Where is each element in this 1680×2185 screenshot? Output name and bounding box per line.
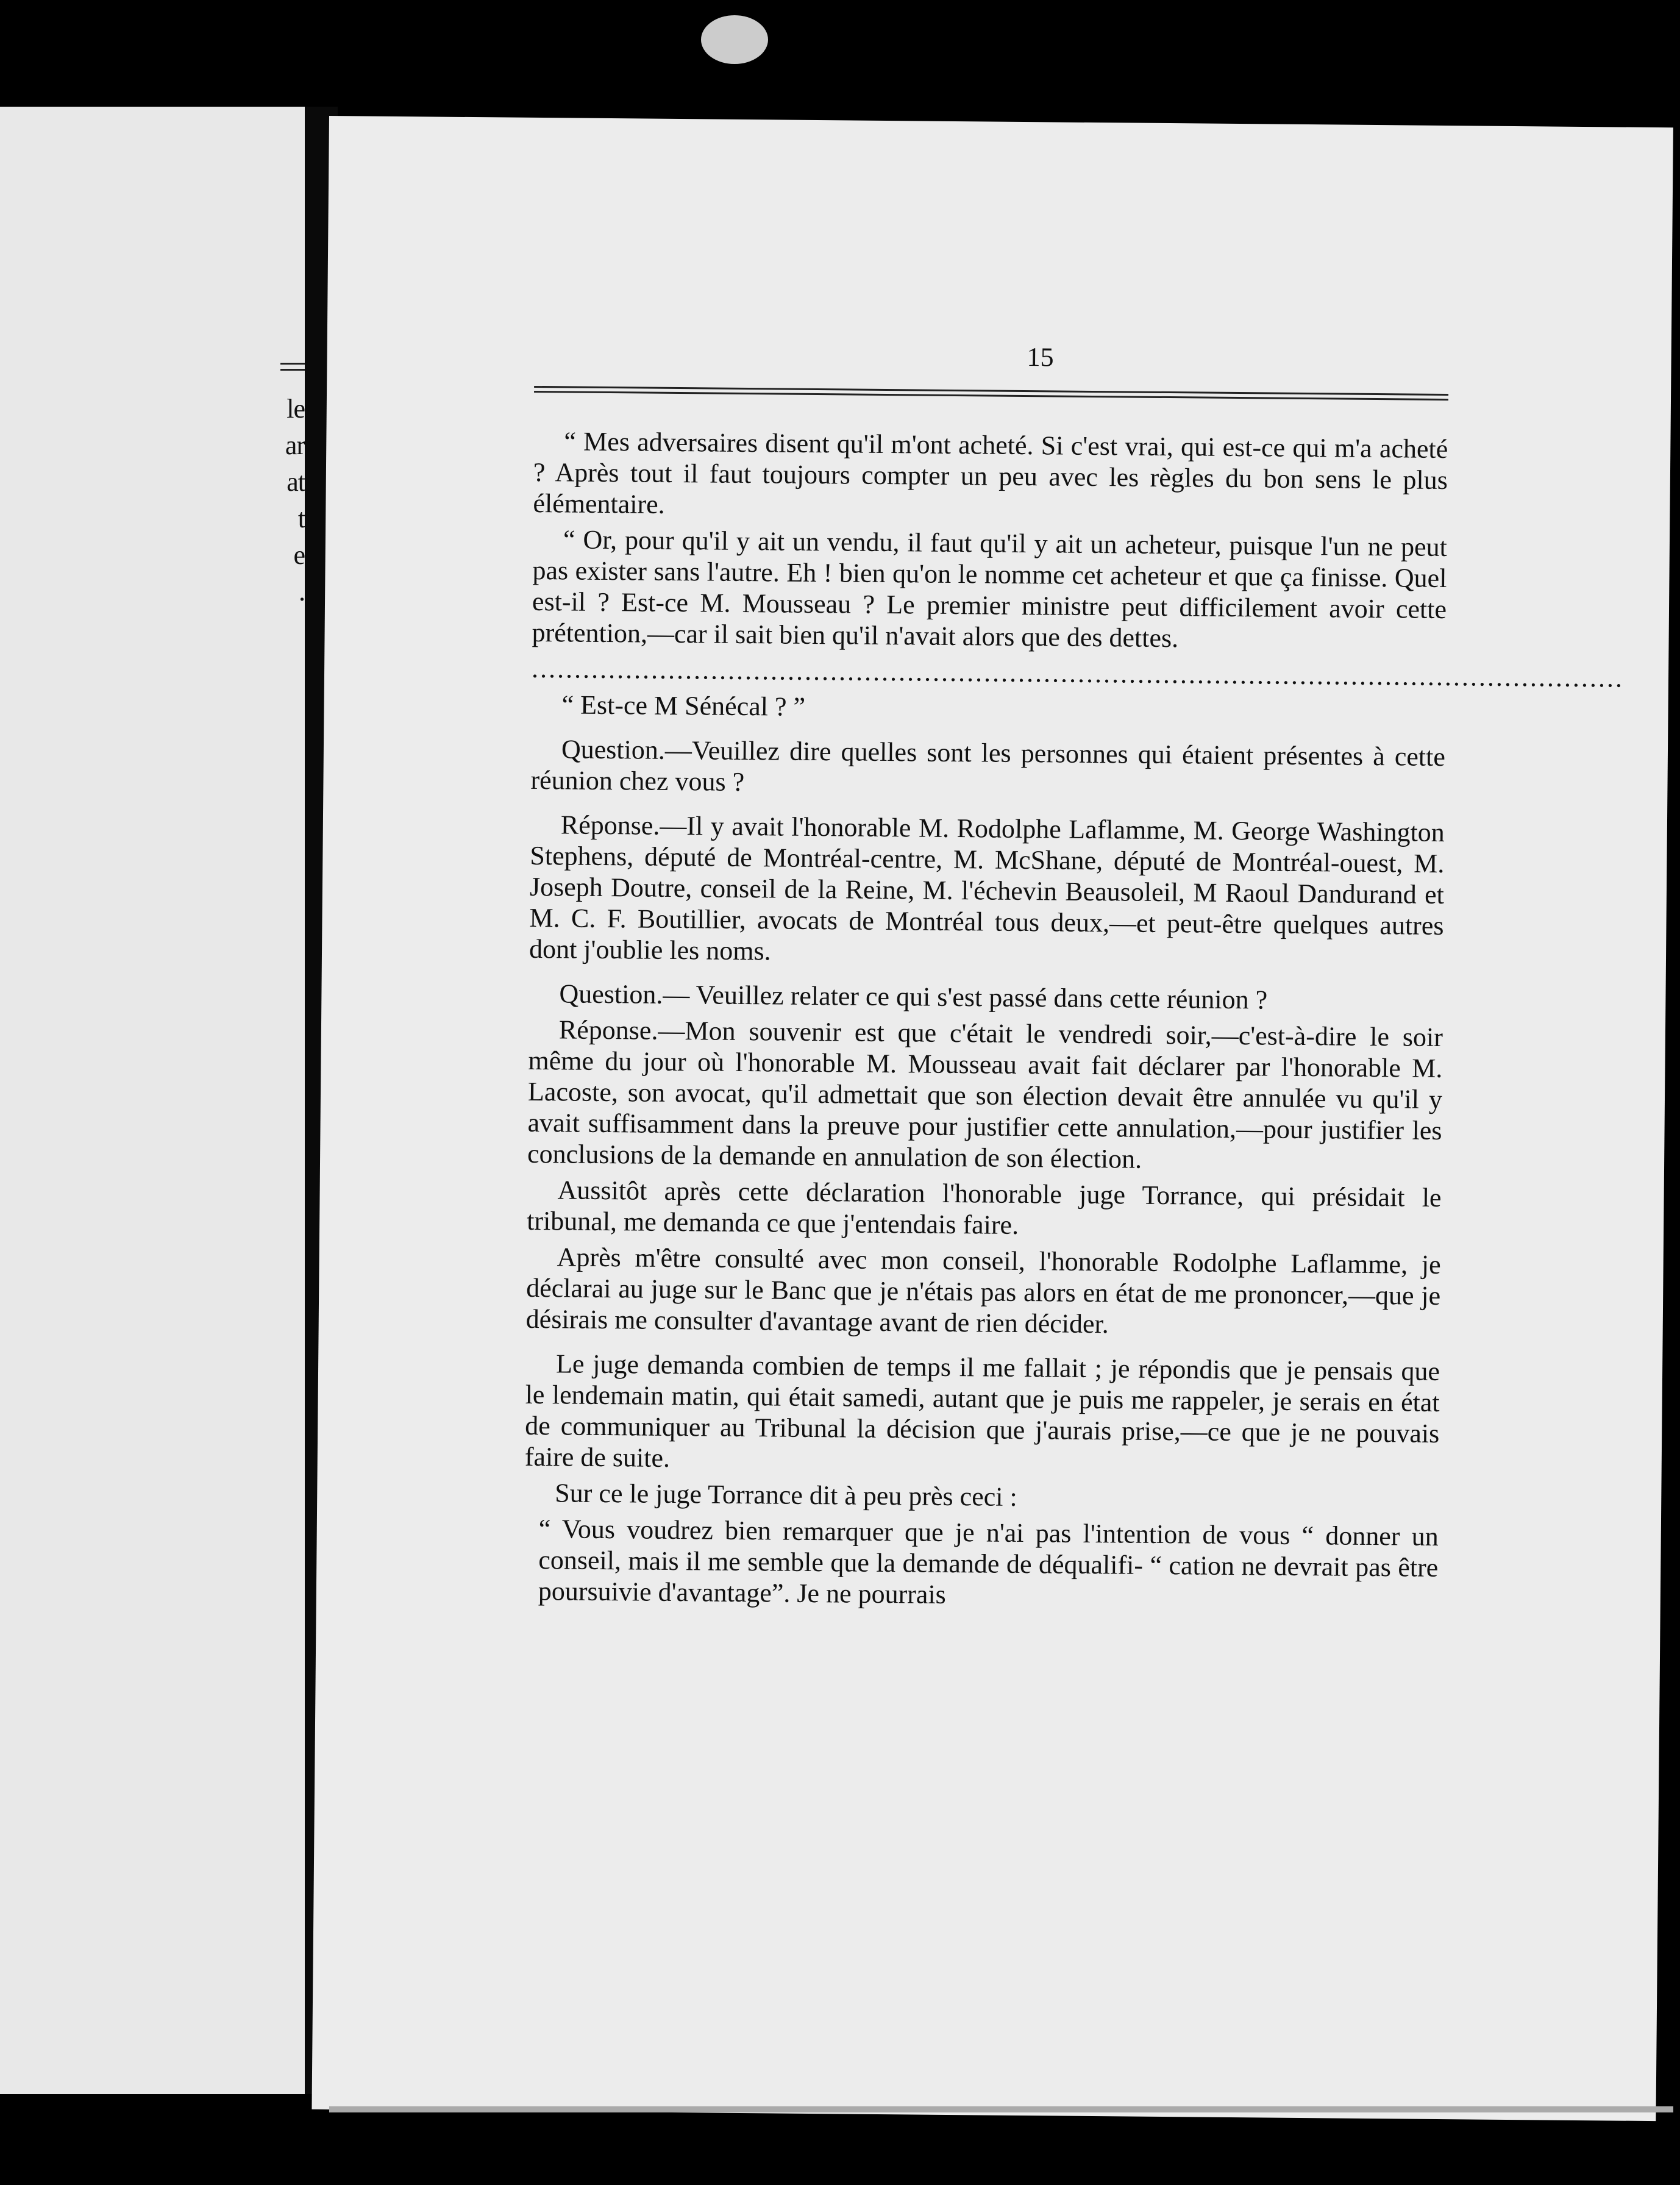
paragraph: Après m'être consulté avec mon conseil, l'honorable Rodolphe Laflamme, je déclarai au juge sur le Banc que je n'étais pas alors en état de me prononcer,—que je désirais me consulter d'avantage avant de rien décider. (525, 1242, 1441, 1339)
left-page-fragment: le (287, 394, 305, 424)
left-page (0, 107, 308, 2094)
header-double-rule (534, 386, 1448, 404)
answer-paragraph (527, 1014, 1443, 1177)
left-page-rule (280, 363, 305, 365)
answer-label: Réponse. (560, 810, 660, 841)
paragraph: Aussitôt après cette déclaration l'honorable juge Torrance, qui présidait le tribunal, me demanda ce que j'entendais faire. (526, 1175, 1442, 1240)
paragraph: “ Est-ce M Sénécal ? ” (561, 690, 806, 722)
left-page-fragment: e (293, 540, 305, 570)
left-page-fragment: at (287, 467, 305, 497)
page-body (524, 426, 1625, 1619)
question-text: — Veuillez relater ce qui s'est passé dans cette réunion ? (663, 979, 1268, 1015)
question-paragraph (529, 978, 1443, 1017)
paragraph: Sur ce le juge Torrance dit à peu près ceci : (555, 1478, 1017, 1512)
paragraph: “ Or, pour qu'il y ait un vendu, il faut qu'il y ait un acheteur, puisque l'un ne peut pas exister sans l'autre. Eh ! bien qu'on le nomme cet acheteur et que ça finisse. Quel est-il ? Est-ce M. Mousseau ? Le premier ministre peut difficilement avoir cette prétention,—car il sait bien qu'il n'avait alors que des dettes. (532, 524, 1448, 654)
dust-speck (701, 15, 768, 64)
answer-text: —Mon souvenir est que c'était le vendredi soir,—c'est-à-dire le soir même du jour où l'honorable M. Mousseau avait fait déclarer par l'honorable M. Lacoste, son avocat, qu'il admettait que son élection devait être annulée vu qu'il y avait suffisamment dans la preuve pour justifier cette annulation,—pour justifier les conclusions de la demande en annulation de son élection. (527, 1015, 1443, 1174)
question-label: Question. (559, 978, 663, 1010)
left-page-rule (280, 369, 305, 371)
right-page (311, 116, 1673, 2121)
left-page-fragment: t (297, 504, 305, 533)
paragraph: “ Mes adversaires disent qu'il m'ont acheté. Si c'est vrai, qui est-ce qui m'a acheté ? Après tout il faut toujours compter un peu avec les règles du bon sens le plus élémentaire. (533, 426, 1448, 519)
answer-paragraph (529, 809, 1445, 972)
question-paragraph (530, 733, 1445, 804)
page-number: 15 (1027, 342, 1054, 372)
left-page-fragment: . (299, 577, 305, 607)
answer-text: —Il y avait l'honorable M. Rodolphe Laflamme, M. George Washington Stephens, député de Montréal-centre, M. McShane, député de Montréal-ouest, M. Joseph Doutre, conseil de la Reine, M. l'échevin Beausoleil, M Raoul Dandurand et M. C. F. Boutillier, avocats de Montréal tous deux,—et peut-être quelques autres dont j'oublie les noms. (529, 810, 1445, 966)
ellipsis-line: ................................................................................................................................ (531, 653, 1625, 693)
answer-label: Réponse. (558, 1014, 658, 1046)
page-bottom-edge (329, 2106, 1673, 2112)
quoted-paragraph: “ Vous voudrez bien remarquer que je n'ai pas l'intention de vous “ donner un conseil, mais il me semble que la demande de déqualifi- “ cation ne devrait pas être poursuivie d'avantage”. Je ne pourrais (538, 1514, 1439, 1609)
question-text: —Veuillez dire quelles sont les personnes qui étaient présentes à cette réunion chez vous ? (530, 735, 1446, 797)
paragraph: Le juge demanda combien de temps il me fallait ; je répondis que je pensais que le lendemain matin, qui était samedi, autant que je puis me rappeler, je serais en état de communiquer au Tribunal la décision que j'aurais prise,—ce que je ne pouvais faire de suite. (524, 1349, 1440, 1473)
left-page-fragment: ar (285, 430, 305, 460)
question-label: Question. (561, 734, 666, 765)
